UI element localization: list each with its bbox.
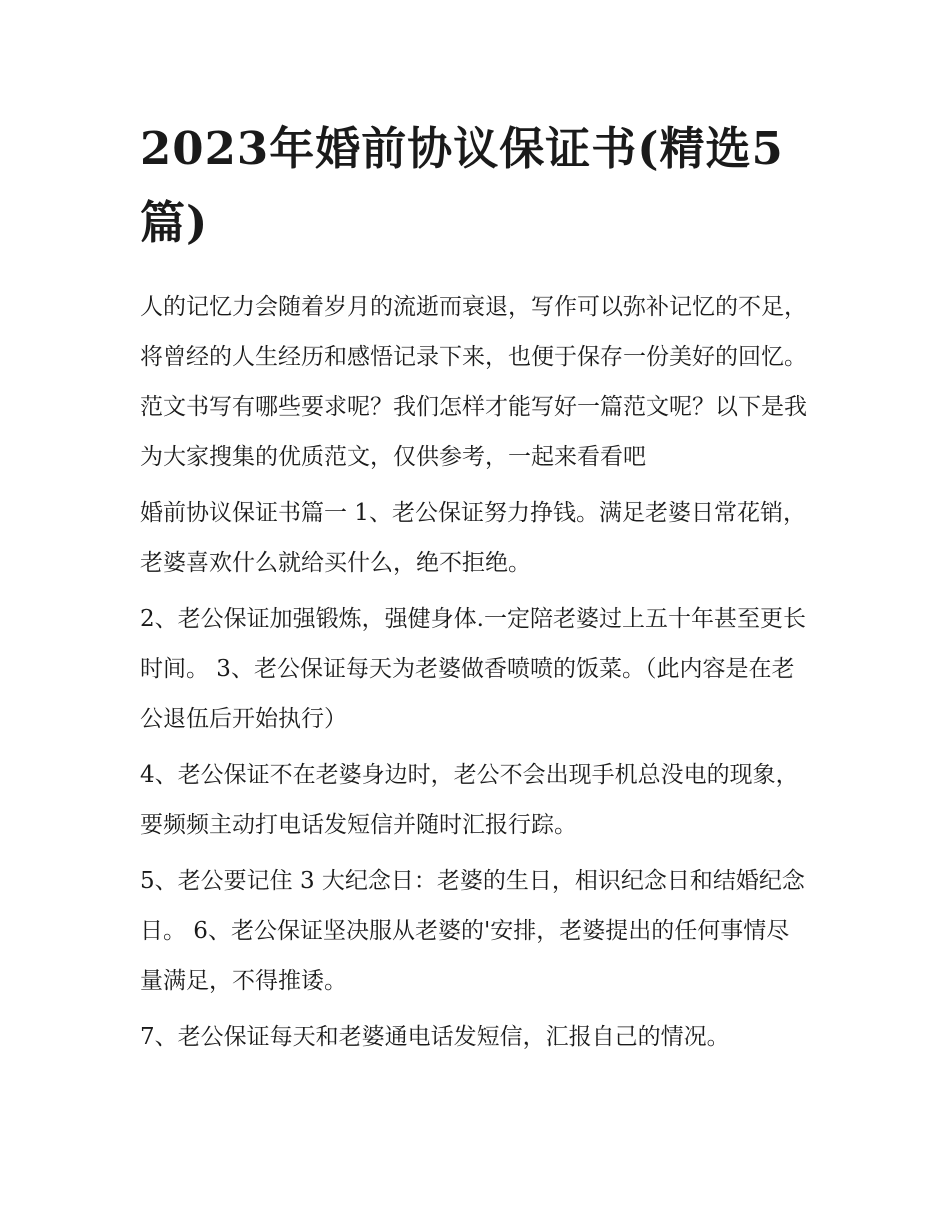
body-paragraph: 2、老公保证加强锻炼，强健身体.一定陪老婆过上五十年甚至更长时间。 3、老公保证每天为老婆做香喷喷的饭菜。（此内容是在老公退伍后开始执行） bbox=[140, 606, 806, 732]
intro-paragraph: 人的记忆力会随着岁月的流逝而衰退，写作可以弥补记忆的不足，将曾经的人生经历和感悟记录下来，也便于保存一份美好的回忆。范文书写有哪些要求呢？我们怎样才能写好一篇范文呢？以下是我为大家搜集的优质范文，仅供参考，一起来看看吧 bbox=[140, 294, 807, 470]
body-paragraph: 7、老公保证每天和老婆通电话发短信，汇报自己的情况。 bbox=[140, 1024, 730, 1050]
document-title: 2023年婚前协议保证书(精选5篇) bbox=[140, 122, 784, 249]
body-paragraph: 婚前协议保证书篇一 1、老公保证努力挣钱。满足老婆日常花销，老婆喜欢什么就给买什么，绝不拒绝。 bbox=[140, 500, 806, 576]
body-paragraph: 4、老公保证不在老婆身边时，老公不会出现手机总没电的现象，要频频主动打电话发短信并随时汇报行踪。 bbox=[140, 762, 799, 838]
body-paragraph: 5、老公要记住 3 大纪念日：老婆的生日，相识纪念日和结婚纪念日。 6、老公保证坚决服从老婆的'安排，老婆提出的任何事情尽量满足，不得推诿。 bbox=[140, 868, 805, 994]
document-page bbox=[140, 112, 812, 1068]
